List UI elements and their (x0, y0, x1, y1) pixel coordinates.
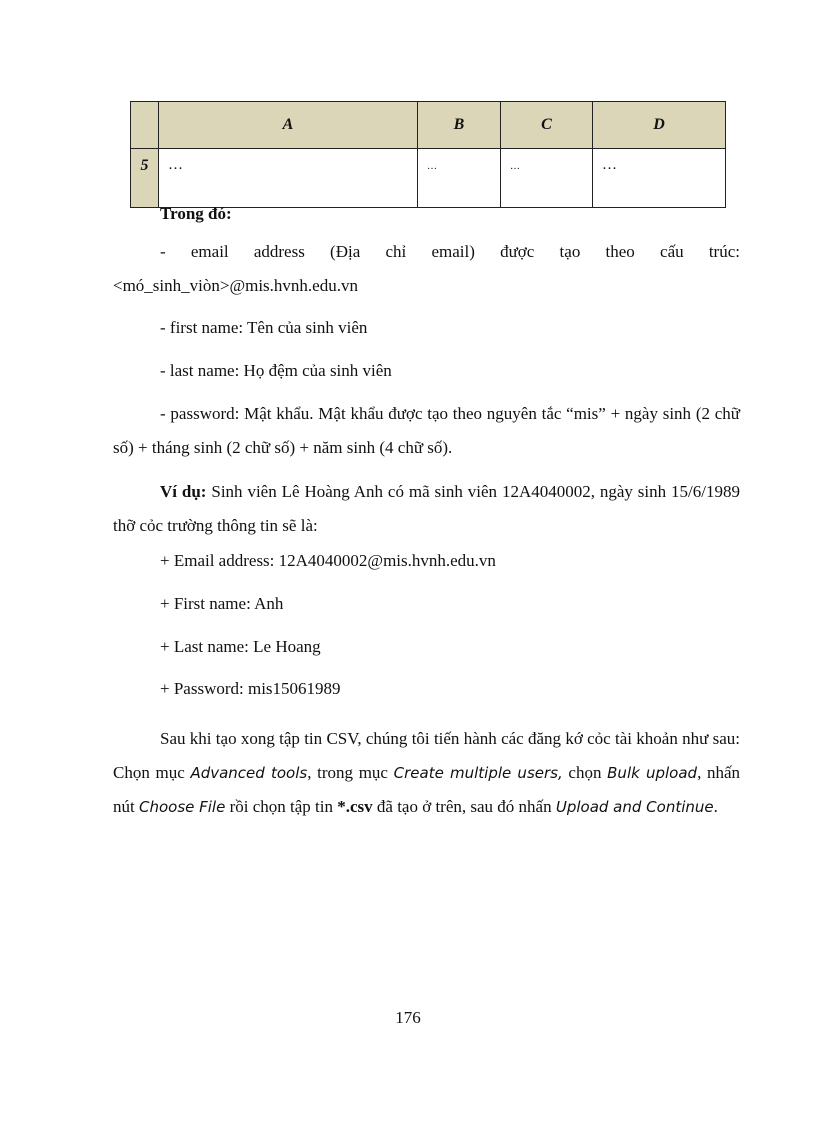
email-address-description: - email address (Địa chỉ email) được tạo theo cấu trúc: <mó_sinh_viòn>@mis.hvnh.edu.vn (113, 242, 740, 295)
section-heading: Trong đó: (160, 204, 232, 223)
csv-extension: *.csv (337, 797, 373, 816)
first-name-description: - first name: Tên của sinh viên (160, 318, 368, 337)
closing-paragraph (113, 722, 740, 824)
example-paragraph (113, 475, 740, 543)
example-password: + Password: mis15061989 (160, 679, 341, 698)
closing-text-2: , trong mục (307, 763, 394, 782)
example-last-name: + Last name: Le Hoang (160, 637, 321, 656)
closing-text-6: đã tạo ở trên, sau đó nhấn (372, 797, 556, 816)
choose-file-label: Choose File (138, 798, 226, 816)
table-cell-b: … (418, 149, 501, 208)
table-cell-d: … (593, 149, 726, 208)
create-multiple-users-label: Create multiple users, (393, 764, 563, 782)
closing-text-1: Sau khi tạo xong tập tin CSV, chúng tôi tiến hành các đăng kớ cỏc tài khoản như sau: Chọn mục (113, 729, 740, 782)
table-header-row (131, 102, 726, 149)
upload-and-continue-label: Upload and Continue (555, 798, 714, 816)
column-header-c: C (501, 102, 593, 149)
example-text: Sinh viên Lê Hoàng Anh có mã sinh viên 12A4040002, ngày sinh 15/6/1989 thỡ cỏc trường thông tin sẽ là: (113, 482, 740, 535)
closing-text-7: . (713, 797, 718, 816)
last-name-description: - last name: Họ đệm của sinh viên (160, 361, 392, 380)
csv-column-table (130, 101, 726, 208)
column-header-a: A (159, 102, 418, 149)
closing-text-5: rồi chọn tập tin (225, 797, 338, 816)
table-cell-c: … (501, 149, 593, 208)
closing-text-3: chọn (562, 763, 608, 782)
column-header-d: D (593, 102, 726, 149)
example-email: + Email address: 12A4040002@mis.hvnh.edu.vn (160, 551, 496, 570)
page-number: 176 (395, 1008, 421, 1027)
row-header: 5 (131, 149, 159, 208)
example-label: Ví dụ: (160, 482, 207, 501)
column-header-b: B (418, 102, 501, 149)
password-description: - password: Mật khẩu. Mật khẩu được tạo theo nguyên tắc “mis” + ngày sinh (2 chữ số) + tháng sinh (2 chữ số) + năm sinh (4 chữ số). (113, 404, 740, 457)
corner-cell (131, 102, 159, 149)
bulk-upload-label: Bulk upload (607, 764, 698, 782)
advanced-tools-label: Advanced tools (190, 764, 308, 782)
table-cell-a: … (159, 149, 418, 208)
example-first-name: + First name: Anh (160, 594, 284, 613)
closing-text-4: , nhấn nút (113, 763, 741, 816)
